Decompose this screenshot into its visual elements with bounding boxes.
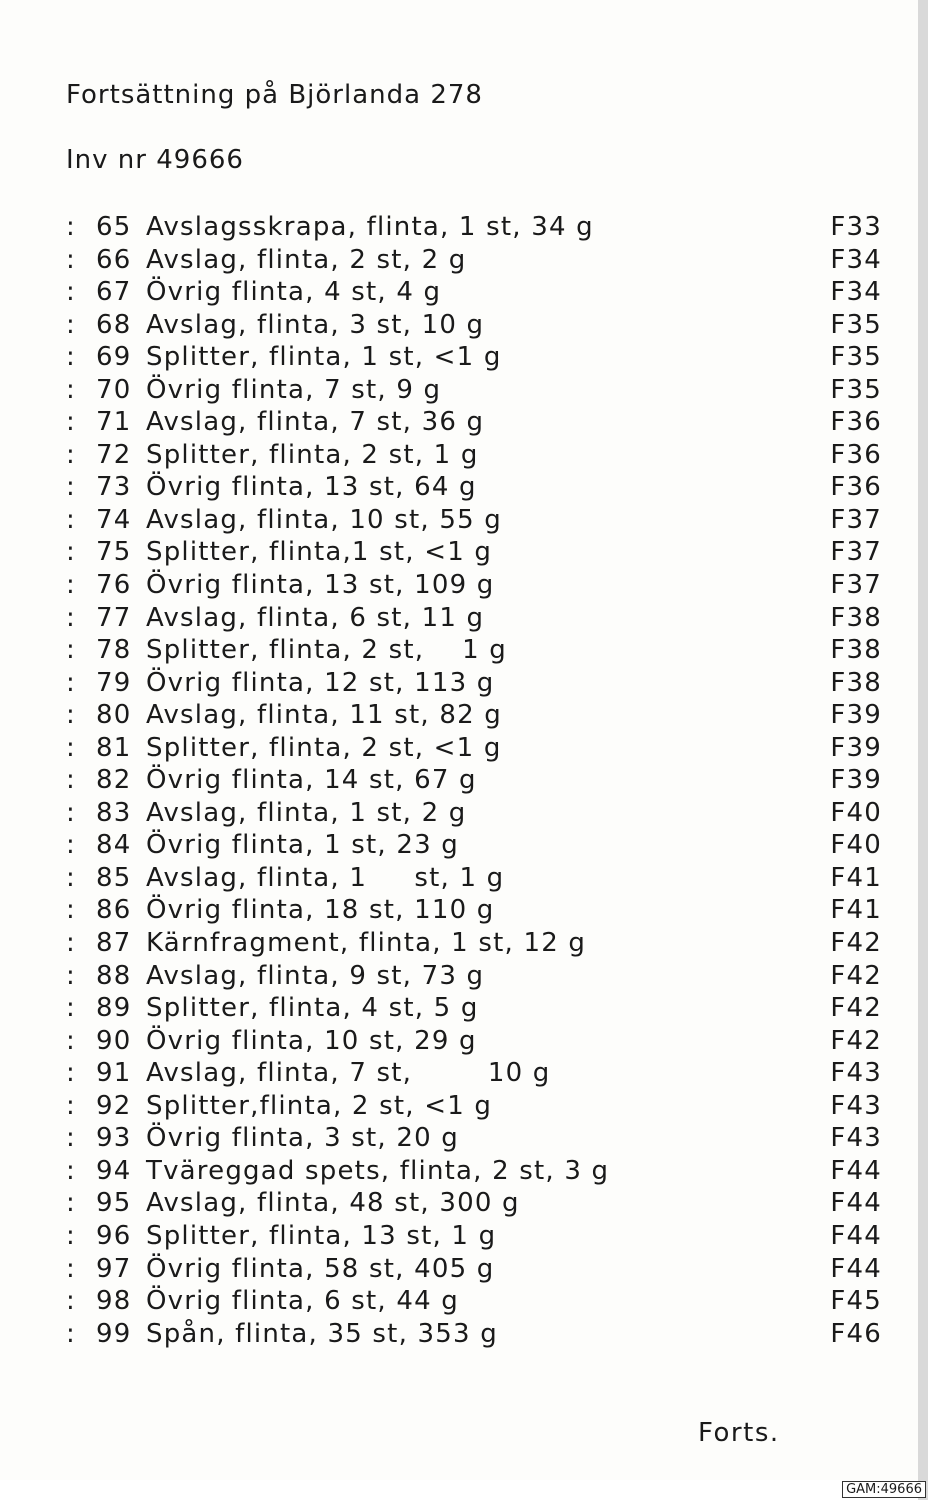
item-number: 66 [96,244,132,275]
item-code: F34 [830,244,882,275]
item-code: F38 [830,602,882,633]
item-code: F43 [830,1090,882,1121]
item-colon: : [66,895,76,926]
item-code: F39 [830,765,882,796]
item-code: F42 [830,1025,882,1056]
list-item [66,733,886,766]
item-number: 90 [96,1025,132,1056]
item-description: Avslag, flinta, 1 st, 2 g [146,797,467,828]
item-code: F36 [830,472,882,503]
list-item [66,895,886,928]
item-description: Splitter, flinta, 4 st, 5 g [146,993,479,1024]
item-code: F37 [830,570,882,601]
item-number: 89 [96,993,132,1024]
item-code: F44 [830,1220,882,1251]
item-code: F35 [830,342,882,373]
item-description: Övrig flinta, 1 st, 23 g [146,830,459,861]
item-colon: : [66,1318,76,1349]
item-colon: : [66,472,76,503]
list-item [66,1286,886,1319]
item-description: Avslag, flinta, 6 st, 11 g [146,602,485,633]
item-code: F35 [830,309,882,340]
item-description: Övrig flinta, 13 st, 64 g [146,472,477,503]
item-description: Avslag, flinta, 10 st, 55 g [146,504,502,535]
item-colon: : [66,309,76,340]
item-number: 75 [96,537,132,568]
item-code: F42 [830,960,882,991]
list-item [66,1026,886,1059]
item-number: 72 [96,439,132,470]
list-item [66,830,886,863]
item-number: 83 [96,797,132,828]
item-number: 79 [96,667,132,698]
item-description: Splitter, flinta, 1 st, <1 g [146,342,502,373]
item-code: F37 [830,504,882,535]
item-description: Avslag, flinta, 9 st, 73 g [146,960,485,991]
item-number: 97 [96,1253,132,1284]
item-number: 96 [96,1220,132,1251]
item-description: Övrig flinta, 58 st, 405 g [146,1253,495,1284]
item-colon: : [66,1155,76,1186]
item-colon: : [66,993,76,1024]
list-item [66,863,886,896]
item-number: 94 [96,1155,132,1186]
item-list [66,212,886,1351]
item-number: 81 [96,732,132,763]
item-code: F36 [830,439,882,470]
item-number: 91 [96,1058,132,1089]
list-item [66,1058,886,1091]
list-item [66,407,886,440]
item-colon: : [66,277,76,308]
item-number: 84 [96,830,132,861]
item-number: 95 [96,1188,132,1219]
item-description: Kärnfragment, flinta, 1 st, 12 g [146,928,587,959]
item-colon: : [66,1286,76,1317]
item-code: F44 [830,1253,882,1284]
continued-label: Forts. [698,1418,780,1448]
item-description: Avslag, flinta, 2 st, 2 g [146,244,467,275]
list-item [66,1221,886,1254]
list-item [66,440,886,473]
item-code: F41 [830,862,882,893]
item-description: Splitter, flinta, 13 st, 1 g [146,1220,497,1251]
item-code: F37 [830,537,882,568]
item-colon: : [66,765,76,796]
item-number: 74 [96,504,132,535]
item-colon: : [66,244,76,275]
item-number: 82 [96,765,132,796]
item-description: Avslag, flinta, 3 st, 10 g [146,309,485,340]
item-colon: : [66,1188,76,1219]
item-code: F46 [830,1318,882,1349]
list-item [66,472,886,505]
list-item [66,1091,886,1124]
item-description: Övrig flinta, 3 st, 20 g [146,1123,459,1154]
item-number: 87 [96,928,132,959]
list-item [66,961,886,994]
item-colon: : [66,439,76,470]
item-colon: : [66,1090,76,1121]
item-description: Övrig flinta, 18 st, 110 g [146,895,495,926]
item-number: 85 [96,862,132,893]
item-colon: : [66,504,76,535]
list-item [66,505,886,538]
item-code: F44 [830,1155,882,1186]
item-colon: : [66,1058,76,1089]
item-description: Avslag, flinta, 7 st, 10 g [146,1058,551,1089]
item-code: F41 [830,895,882,926]
item-description: Splitter, flinta,1 st, <1 g [146,537,493,568]
item-number: 67 [96,277,132,308]
item-code: F42 [830,928,882,959]
item-code: F33 [830,212,882,242]
list-item [66,570,886,603]
item-number: 70 [96,374,132,405]
item-description: Splitter, flinta, 2 st, 1 g [146,635,507,666]
item-description: Splitter, flinta, 2 st, <1 g [146,732,502,763]
item-colon: : [66,570,76,601]
list-item [66,668,886,701]
item-number: 80 [96,700,132,731]
item-colon: : [66,960,76,991]
item-description: Övrig flinta, 12 st, 113 g [146,667,495,698]
item-number: 88 [96,960,132,991]
list-item [66,277,886,310]
item-colon: : [66,830,76,861]
item-number: 65 [96,212,132,242]
item-number: 86 [96,895,132,926]
list-item [66,635,886,668]
item-colon: : [66,635,76,666]
item-colon: : [66,1220,76,1251]
item-number: 69 [96,342,132,373]
item-colon: : [66,602,76,633]
list-item [66,928,886,961]
list-item [66,765,886,798]
item-colon: : [66,862,76,893]
item-description: Övrig flinta, 6 st, 44 g [146,1286,459,1317]
list-item [66,798,886,831]
item-colon: : [66,732,76,763]
item-number: 71 [96,407,132,438]
item-number: 73 [96,472,132,503]
item-description: Övrig flinta, 14 st, 67 g [146,765,477,796]
item-colon: : [66,700,76,731]
item-description: Övrig flinta, 13 st, 109 g [146,570,495,601]
item-number: 68 [96,309,132,340]
list-item [66,1123,886,1156]
list-item [66,212,886,245]
list-item [66,1319,886,1352]
item-colon: : [66,928,76,959]
item-number: 76 [96,570,132,601]
item-number: 77 [96,602,132,633]
item-code: F36 [830,407,882,438]
item-colon: : [66,1253,76,1284]
item-code: F38 [830,667,882,698]
inventory-number: Inv nr 49666 [66,145,244,175]
item-colon: : [66,342,76,373]
list-item [66,700,886,733]
item-description: Övrig flinta, 4 st, 4 g [146,277,442,308]
item-code: F39 [830,732,882,763]
list-item [66,342,886,375]
card-edge [918,0,928,1500]
item-description: Avslag, flinta, 1 st, 1 g [146,862,505,893]
item-code: F42 [830,993,882,1024]
list-item [66,1254,886,1287]
item-description: Tväreggad spets, flinta, 2 st, 3 g [146,1155,610,1186]
item-colon: : [66,797,76,828]
list-item [66,993,886,1026]
item-code: F34 [830,277,882,308]
item-description: Avslagsskrapa, flinta, 1 st, 34 g [146,212,594,242]
item-description: Spån, flinta, 35 st, 353 g [146,1318,498,1349]
item-colon: : [66,537,76,568]
item-description: Avslag, flinta, 11 st, 82 g [146,700,502,731]
item-description: Splitter,flinta, 2 st, <1 g [146,1090,493,1121]
item-description: Övrig flinta, 7 st, 9 g [146,374,442,405]
item-code: F43 [830,1058,882,1089]
item-number: 93 [96,1123,132,1154]
item-code: F45 [830,1286,882,1317]
item-number: 78 [96,635,132,666]
item-colon: : [66,407,76,438]
item-code: F40 [830,797,882,828]
list-item [66,1188,886,1221]
item-code: F35 [830,374,882,405]
item-colon: : [66,667,76,698]
item-number: 92 [96,1090,132,1121]
item-code: F40 [830,830,882,861]
item-colon: : [66,1123,76,1154]
list-item [66,375,886,408]
item-colon: : [66,1025,76,1056]
item-description: Avslag, flinta, 48 st, 300 g [146,1188,520,1219]
item-number: 99 [96,1318,132,1349]
archive-stamp: GAM:49666 [842,1481,926,1498]
list-item [66,1156,886,1189]
card-title: Fortsättning på Björlanda 278 [66,80,483,110]
item-colon: : [66,374,76,405]
item-description: Avslag, flinta, 7 st, 36 g [146,407,485,438]
item-description: Övrig flinta, 10 st, 29 g [146,1025,477,1056]
item-code: F44 [830,1188,882,1219]
item-description: Splitter, flinta, 2 st, 1 g [146,439,479,470]
list-item [66,603,886,636]
list-item [66,310,886,343]
item-code: F43 [830,1123,882,1154]
item-code: F38 [830,635,882,666]
item-number: 98 [96,1286,132,1317]
list-item [66,537,886,570]
list-item [66,245,886,278]
item-colon: : [66,212,76,242]
item-code: F39 [830,700,882,731]
